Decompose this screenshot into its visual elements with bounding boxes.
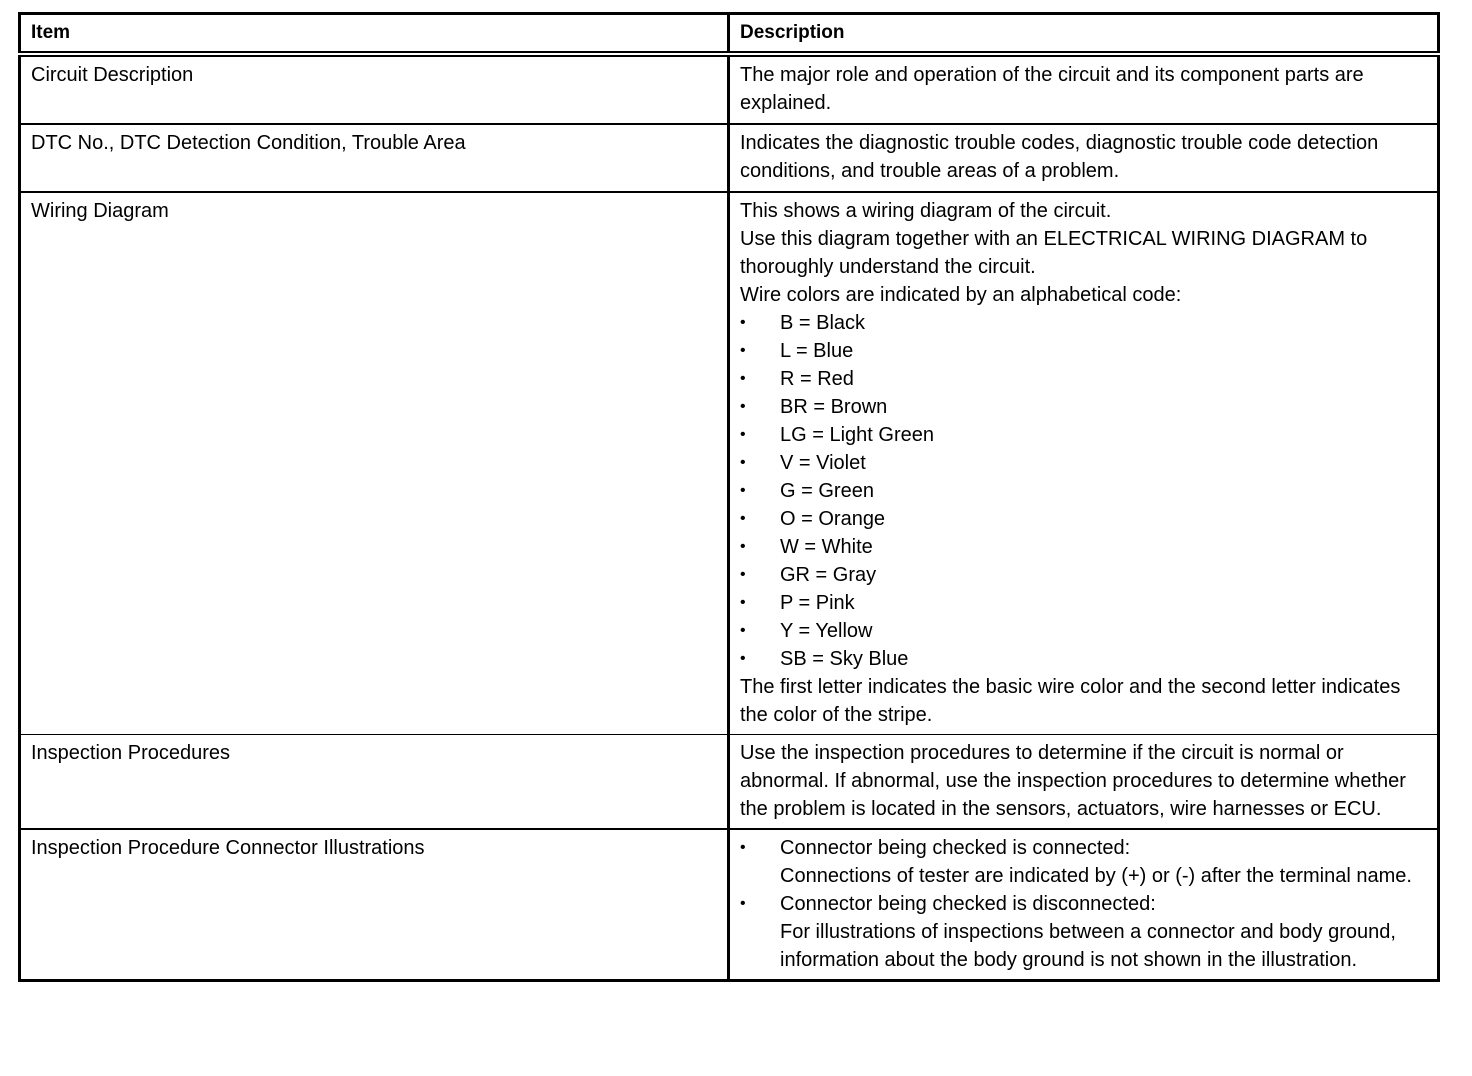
list-item	[740, 337, 1427, 365]
bullet-icon: •	[740, 622, 746, 639]
color-code: BR = Brown	[780, 396, 888, 418]
color-code: GR = Gray	[780, 564, 877, 586]
wiring-intro-line: This shows a wiring diagram of the circuit.	[740, 200, 1112, 222]
bullet-icon: •	[740, 314, 746, 331]
bullet-icon: •	[740, 566, 746, 583]
color-code: SB = Sky Blue	[780, 648, 909, 670]
list-item	[740, 505, 1427, 533]
connector-illustration-list	[740, 834, 1427, 974]
item-cell: Wiring Diagram	[20, 192, 729, 735]
bullet-title: Connector being checked is connected:	[780, 837, 1131, 859]
table-row	[20, 124, 1439, 192]
color-code: W = White	[780, 536, 873, 558]
bullet-icon: •	[740, 342, 746, 359]
list-item	[740, 617, 1427, 645]
bullet-title: Connector being checked is disconnected:	[780, 893, 1156, 915]
item-cell: Circuit Description	[20, 54, 729, 124]
header-row	[20, 14, 1439, 55]
description-cell: Use the inspection procedures to determine if the circuit is normal or abnormal. If abnormal, use the inspection procedures to determine whether the problem is located in the sensors, actuators, wire harnesses or ECU.	[729, 735, 1439, 830]
reference-table	[18, 12, 1440, 982]
wiring-intro-line: Use this diagram together with an ELECTRICAL WIRING DIAGRAM to thoroughly understand the circuit.	[740, 228, 1368, 278]
list-item	[740, 477, 1427, 505]
color-code: L = Blue	[780, 340, 854, 362]
bullet-icon: •	[740, 454, 746, 471]
list-item	[740, 645, 1427, 673]
list-item	[740, 393, 1427, 421]
bullet-icon: •	[740, 650, 746, 667]
list-item	[740, 421, 1427, 449]
color-code: Y = Yellow	[780, 620, 873, 642]
list-item	[740, 449, 1427, 477]
bullet-icon: •	[740, 594, 746, 611]
bullet-icon: •	[740, 839, 746, 856]
color-code: P = Pink	[780, 592, 855, 614]
item-cell: Inspection Procedure Connector Illustrations	[20, 829, 729, 981]
list-item	[740, 365, 1427, 393]
table-row	[20, 54, 1439, 124]
table-row	[20, 735, 1439, 830]
wiring-outro: The first letter indicates the basic wire color and the second letter indicates the color of the stripe.	[740, 676, 1401, 726]
table-row	[20, 192, 1439, 735]
bullet-detail: For illustrations of inspections between a connector and body ground, information about the body ground is not shown in the illustration.	[780, 921, 1396, 971]
bullet-icon: •	[740, 510, 746, 527]
column-header-description: Description	[729, 14, 1439, 55]
bullet-detail: Connections of tester are indicated by (+) or (-) after the terminal name.	[780, 865, 1412, 887]
list-item	[740, 533, 1427, 561]
color-code: B = Black	[780, 312, 866, 334]
wiring-intro-line: Wire colors are indicated by an alphabetical code:	[740, 284, 1182, 306]
description-cell: The major role and operation of the circuit and its component parts are explained.	[729, 54, 1439, 124]
bullet-icon: •	[740, 482, 746, 499]
description-cell	[729, 192, 1439, 735]
description-cell	[729, 829, 1439, 981]
list-item	[740, 834, 1427, 890]
color-code: LG = Light Green	[780, 424, 934, 446]
wire-color-code-list	[740, 309, 1427, 673]
list-item	[740, 890, 1427, 974]
bullet-icon: •	[740, 398, 746, 415]
list-item	[740, 589, 1427, 617]
column-header-item: Item	[20, 14, 729, 55]
list-item	[740, 309, 1427, 337]
bullet-icon: •	[740, 426, 746, 443]
table-row	[20, 829, 1439, 981]
list-item	[740, 561, 1427, 589]
bullet-icon: •	[740, 895, 746, 912]
color-code: R = Red	[780, 368, 854, 390]
bullet-icon: •	[740, 538, 746, 555]
description-cell: Indicates the diagnostic trouble codes, diagnostic trouble code detection conditions, and trouble areas of a problem.	[729, 124, 1439, 192]
color-code: O = Orange	[780, 508, 886, 530]
color-code: G = Green	[780, 480, 874, 502]
item-cell: Inspection Procedures	[20, 735, 729, 830]
bullet-icon: •	[740, 370, 746, 387]
item-cell: DTC No., DTC Detection Condition, Trouble Area	[20, 124, 729, 192]
color-code: V = Violet	[780, 452, 866, 474]
